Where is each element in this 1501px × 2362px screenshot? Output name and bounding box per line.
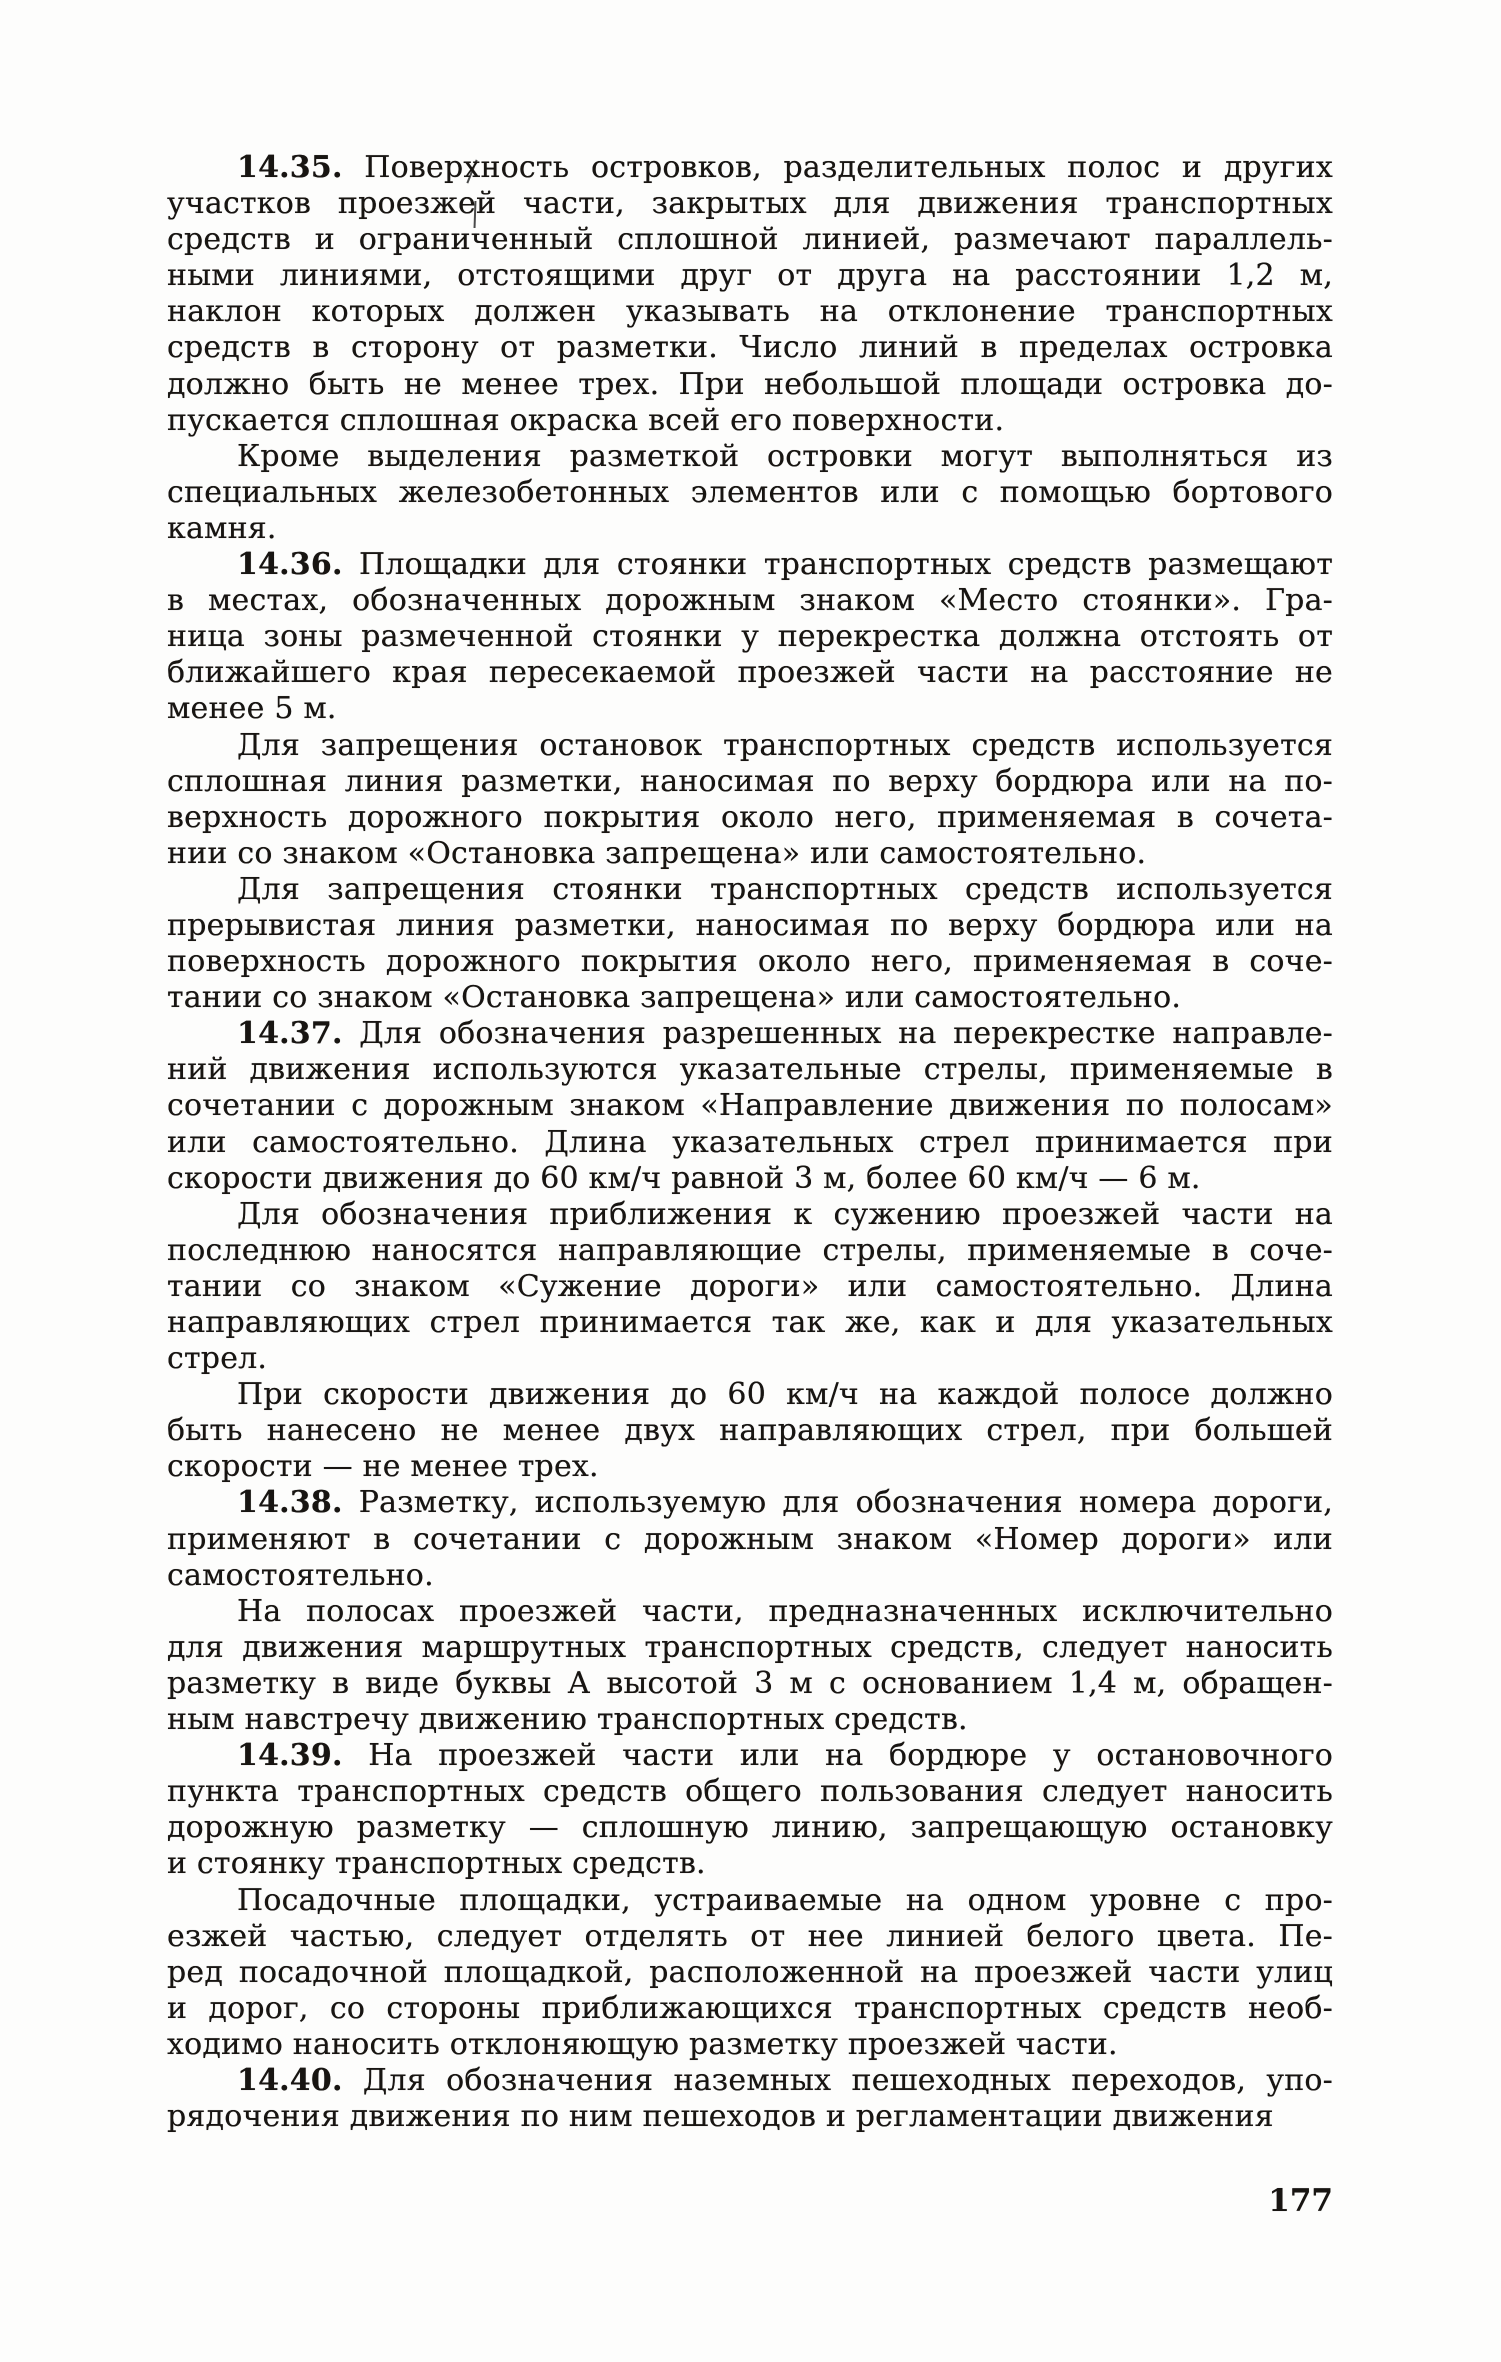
text-line: самостоятельно. bbox=[167, 1557, 434, 1593]
text-line: поверхность дорожного покрытия около него, применяемая в соче- bbox=[167, 944, 1333, 980]
text-line: разметку в виде буквы А высотой 3 м с основанием 1,4 м, обращен- bbox=[167, 1665, 1333, 1701]
section-number: 14.37. bbox=[237, 1016, 343, 1052]
text-line: для движения маршрутных транспортных средств, следует наносить bbox=[167, 1629, 1333, 1665]
text-line: менее 5 м. bbox=[167, 691, 337, 727]
text-line: дорожную разметку — сплошную линию, запрещающую остановку bbox=[167, 1810, 1333, 1846]
text-line: скорости движения до 60 км/ч равной 3 м, более 60 км/ч — 6 м. bbox=[167, 1160, 1201, 1196]
text-line: верхность дорожного покрытия около него, применяемая в сочета- bbox=[167, 799, 1333, 835]
section-number: 14.38. bbox=[237, 1485, 343, 1521]
text-line: На полосах проезжей части, предназначенных исключительно bbox=[237, 1593, 1333, 1629]
section-number: 14.39. bbox=[237, 1738, 343, 1774]
text-line: Для запрещения стоянки транспортных средств используется bbox=[237, 871, 1333, 907]
text-line: 14.38. Разметку, используемую для обозначения номера дороги, bbox=[237, 1485, 1333, 1521]
text-line: пункта транспортных средств общего пользования следует наносить bbox=[167, 1774, 1333, 1810]
text-line: или самостоятельно. Длина указательных стрел принимается при bbox=[167, 1124, 1333, 1160]
section-number: 14.36. bbox=[237, 547, 343, 583]
text-line: направляющих стрел принимается так же, как и для указательных bbox=[167, 1305, 1333, 1340]
text-line: 14.35. Поверхность островков, разделительных полос и других bbox=[237, 150, 1333, 185]
text-line: быть нанесено не менее двух направляющих стрел, при большей bbox=[167, 1413, 1333, 1449]
text-line: ными линиями, отстоящими друг от друга на расстоянии 1,2 м, bbox=[167, 258, 1333, 294]
text-line: сочетании с дорожным знаком «Направление движения по полосам» bbox=[167, 1088, 1333, 1124]
section-number: 14.35. bbox=[237, 150, 343, 185]
text-line: тании со знаком «Сужение дороги» или самостоятельно. Длина bbox=[167, 1268, 1333, 1304]
text-line: 14.40. Для обозначения наземных пешеходных переходов, упо- bbox=[237, 2062, 1333, 2098]
text-line: средств в сторону от разметки. Число линий в пределах островка bbox=[167, 330, 1333, 366]
text-line: Кроме выделения разметкой островки могут выполняться из bbox=[237, 438, 1333, 474]
text-line: нии со знаком «Остановка запрещена» или самостоятельно. bbox=[167, 835, 1147, 871]
text-line: в местах, обозначенных дорожным знаком «Место стоянки». Гра- bbox=[167, 583, 1333, 619]
text-line: 14.36. Площадки для стоянки транспортных средств размещают bbox=[237, 547, 1333, 583]
text-line: ближайшего края пересекаемой проезжей части на расстояние не bbox=[167, 655, 1333, 691]
text-line: При скорости движения до 60 км/ч на каждой полосе должно bbox=[237, 1377, 1333, 1413]
text-line: стрел. bbox=[167, 1341, 268, 1377]
page-number: 177 bbox=[1268, 2183, 1333, 2219]
text-line: пускается сплошная окраска всей его поверхности. bbox=[167, 402, 1005, 438]
text-line: рядочения движения по ним пешеходов и регламентации движения bbox=[167, 2099, 1274, 2135]
text-line: ным навстречу движению транспортных средств. bbox=[167, 1702, 968, 1738]
text-line: участков проезжей части, закрытых для движения транспортных bbox=[167, 186, 1333, 222]
text-line: ний движения используются указательные стрелы, применяемые в bbox=[167, 1052, 1333, 1088]
text-line: Посадочные площадки, устраиваемые на одном уровне с про- bbox=[237, 1882, 1333, 1918]
text-line: камня. bbox=[167, 510, 277, 546]
text-line: прерывистая линия разметки, наносимая по верху бордюра или на bbox=[167, 907, 1333, 943]
text-line: тании со знаком «Остановка запрещена» или самостоятельно. bbox=[167, 980, 1182, 1016]
text-line: средств и ограниченный сплошной линией, размечают параллель- bbox=[167, 222, 1333, 258]
text-line: ница зоны размеченной стоянки у перекрестка должна отстоять от bbox=[167, 619, 1333, 655]
text-line: последнюю наносятся направляющие стрелы, применяемые в соче- bbox=[167, 1232, 1333, 1268]
text-line: езжей частью, следует отделять от нее линией белого цвета. Пе- bbox=[167, 1918, 1333, 1954]
text-line: скорости — не менее трех. bbox=[167, 1449, 599, 1485]
page-text bbox=[167, 150, 1333, 2135]
text-line: 14.37. Для обозначения разрешенных на перекрестке направле- bbox=[237, 1016, 1333, 1052]
text-line: должно быть не менее трех. При небольшой площади островка до- bbox=[167, 366, 1333, 402]
text-line: Для обозначения приближения к сужению проезжей части на bbox=[237, 1196, 1333, 1232]
text-line: применяют в сочетании с дорожным знаком «Номер дороги» или bbox=[167, 1521, 1333, 1557]
text-line: наклон которых должен указывать на отклонение транспортных bbox=[167, 294, 1333, 330]
text-line: ред посадочной площадкой, расположенной на проезжей части улиц bbox=[167, 1954, 1333, 1990]
text-line: ходимо наносить отклоняющую разметку проезжей части. bbox=[167, 2026, 1118, 2062]
section-number: 14.40. bbox=[237, 2062, 343, 2098]
text-line: Для запрещения остановок транспортных средств используется bbox=[237, 727, 1333, 763]
text-line: сплошная линия разметки, наносимая по верху бордюра или на по- bbox=[167, 763, 1333, 799]
text-line: и дорог, со стороны приближающихся транспортных средств необ- bbox=[167, 1990, 1333, 2026]
text-line: и стоянку транспортных средств. bbox=[167, 1846, 706, 1882]
text-line: специальных железобетонных элементов или с помощью бортового bbox=[167, 474, 1333, 510]
text-line: 14.39. На проезжей части или на бордюре у остановочного bbox=[237, 1738, 1333, 1774]
